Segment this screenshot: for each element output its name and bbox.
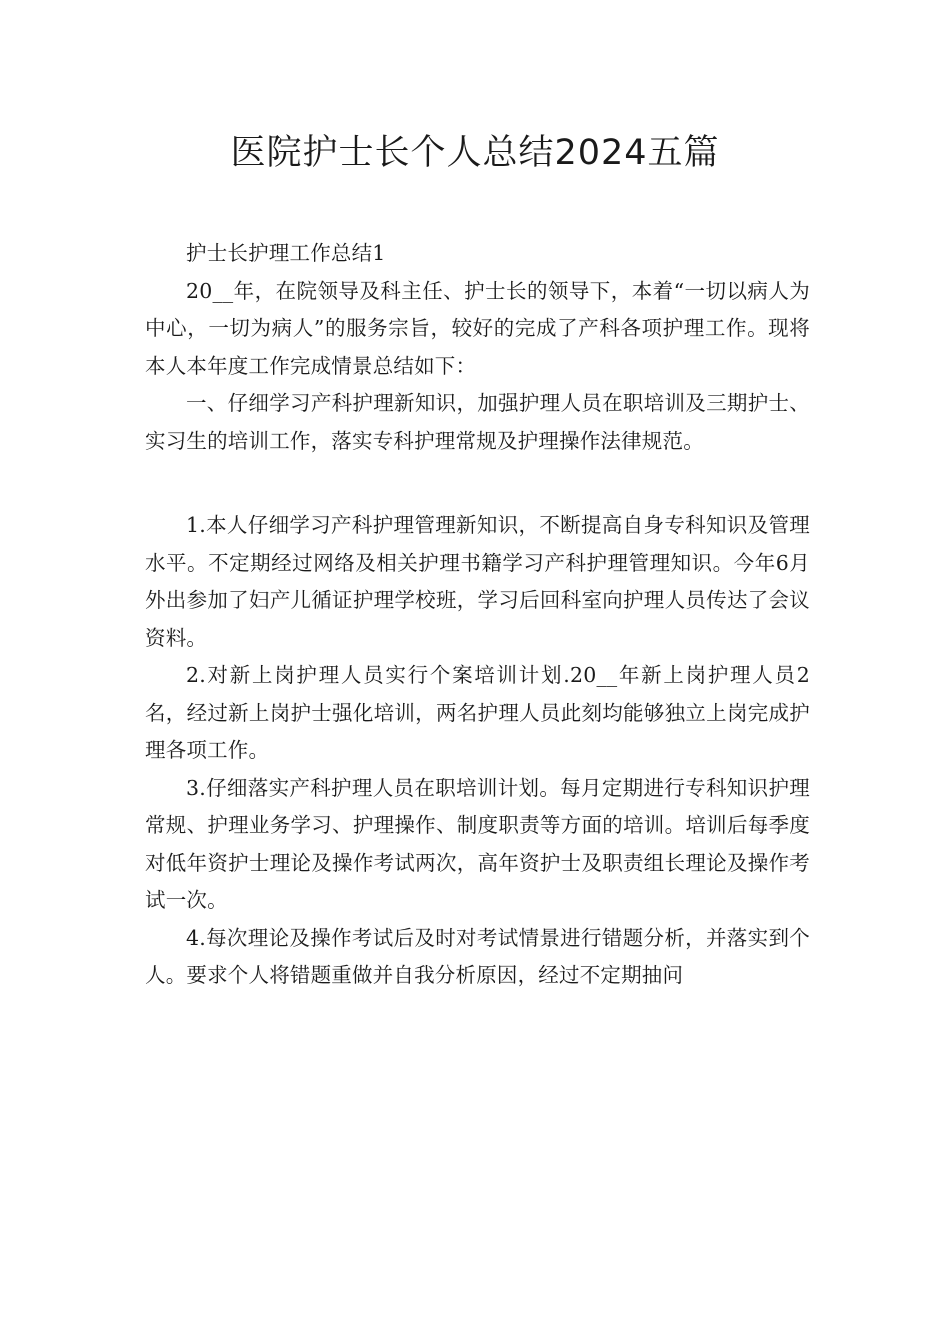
paragraph-section-one: 一、仔细学习产科护理新知识，加强护理人员在职培训及三期护士、实习生的培训工作，落实专科护理常规及护理操作法律规范。 xyxy=(145,391,810,453)
paragraph-item-2: 2.对新上岗护理人员实行个案培训计划.20__年新上岗护理人员2名，经过新上岗护士强化培训，两名护理人员此刻均能够独立上岗完成护理各项工作。 xyxy=(145,663,810,762)
paragraph-item-3: 3.仔细落实产科护理人员在职培训计划。每月定期进行专科知识护理常规、护理业务学习、护理操作、制度职责等方面的培训。培训后每季度对低年资护士理论及操作考试两次，高年资护士及职责组长理论及操作考试一次。 xyxy=(145,775,810,912)
section-heading: 护士长护理工作总结1 xyxy=(186,241,386,265)
paragraph-intro: 20__年，在院领导及科主任、护士长的领导下，本着“一切以病人为中心，一切为病人”的服务宗旨，较好的完成了产科各项护理工作。现将本人本年度工作完成情景总结如下： xyxy=(145,278,810,378)
document-body xyxy=(145,235,810,995)
document-title: 医院护士长个人总结2024五篇 xyxy=(230,133,720,173)
paragraph-item-4: 4.每次理论及操作考试后及时对考试情景进行错题分析，并落实到个人。要求个人将错题重做并自我分析原因，经过不定期抽问 xyxy=(145,925,810,987)
paragraph-item-1: 1.本人仔细学习产科护理管理新知识，不断提高自身专科知识及管理水平。不定期经过网络及相关护理书籍学习产科护理管理知识。今年6月外出参加了妇产儿循证护理学校班，学习后回科室向护理人员传达了会议资料。 xyxy=(145,513,810,650)
